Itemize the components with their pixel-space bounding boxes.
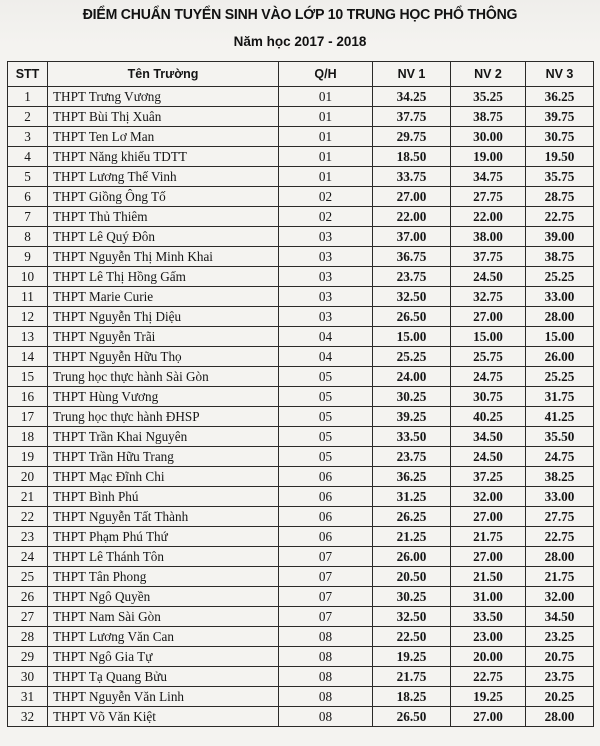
header-nv1: NV 1 (373, 62, 451, 87)
cell-nv1-score: 31.25 (373, 487, 451, 507)
cell-stt: 4 (8, 147, 48, 167)
cell-nv2-score: 15.00 (451, 327, 526, 347)
cell-nv3-score: 34.50 (526, 607, 594, 627)
cell-nv3-score: 27.75 (526, 507, 594, 527)
cell-nv1-score: 18.25 (373, 687, 451, 707)
cell-nv1-score: 18.50 (373, 147, 451, 167)
cell-district: 05 (279, 427, 373, 447)
cell-school-name: THPT Ngô Gia Tự (48, 647, 279, 667)
cell-school-name: THPT Trưng Vương (48, 87, 279, 107)
cell-school-name: THPT Ten Lơ Man (48, 127, 279, 147)
cell-district: 02 (279, 207, 373, 227)
cell-district: 03 (279, 267, 373, 287)
table-row (8, 147, 594, 167)
cell-nv3-score: 28.75 (526, 187, 594, 207)
cell-district: 01 (279, 167, 373, 187)
cell-district: 03 (279, 227, 373, 247)
cell-nv2-score: 20.00 (451, 647, 526, 667)
cell-nv2-score: 22.00 (451, 207, 526, 227)
cell-district: 07 (279, 587, 373, 607)
cell-nv1-score: 22.00 (373, 207, 451, 227)
cell-nv3-score: 39.75 (526, 107, 594, 127)
cell-stt: 21 (8, 487, 48, 507)
cell-nv3-score: 28.00 (526, 307, 594, 327)
table-row (8, 647, 594, 667)
cell-stt: 8 (8, 227, 48, 247)
cell-nv3-score: 39.00 (526, 227, 594, 247)
cell-stt: 10 (8, 267, 48, 287)
table-row (8, 547, 594, 567)
cell-nv1-score: 26.00 (373, 547, 451, 567)
header-district: Q/H (279, 62, 373, 87)
table-row (8, 427, 594, 447)
table-row (8, 267, 594, 287)
cell-stt: 13 (8, 327, 48, 347)
cell-district: 05 (279, 367, 373, 387)
cell-nv3-score: 31.75 (526, 387, 594, 407)
table-row (8, 667, 594, 687)
cell-school-name: THPT Trần Khai Nguyên (48, 427, 279, 447)
cell-nv2-score: 30.00 (451, 127, 526, 147)
cell-nv3-score: 20.75 (526, 647, 594, 667)
cell-stt: 11 (8, 287, 48, 307)
cell-nv2-score: 37.25 (451, 467, 526, 487)
cell-nv3-score: 23.75 (526, 667, 594, 687)
cell-school-name: THPT Bình Phú (48, 487, 279, 507)
cell-nv2-score: 24.50 (451, 267, 526, 287)
cell-nv1-score: 20.50 (373, 567, 451, 587)
cell-district: 01 (279, 87, 373, 107)
cell-nv1-score: 19.25 (373, 647, 451, 667)
cell-district: 05 (279, 447, 373, 467)
cell-district: 06 (279, 507, 373, 527)
header-nv3: NV 3 (526, 62, 594, 87)
table-row (8, 167, 594, 187)
table-row (8, 87, 594, 107)
cell-nv2-score: 37.75 (451, 247, 526, 267)
table-row (8, 347, 594, 367)
table-row (8, 467, 594, 487)
cell-district: 08 (279, 687, 373, 707)
cell-nv1-score: 21.75 (373, 667, 451, 687)
admission-scores-table (7, 61, 594, 727)
cell-district: 06 (279, 487, 373, 507)
cell-stt: 9 (8, 247, 48, 267)
cell-stt: 27 (8, 607, 48, 627)
cell-nv2-score: 19.00 (451, 147, 526, 167)
cell-stt: 18 (8, 427, 48, 447)
cell-stt: 25 (8, 567, 48, 587)
cell-stt: 3 (8, 127, 48, 147)
header-stt: STT (8, 62, 48, 87)
cell-stt: 16 (8, 387, 48, 407)
table-row (8, 227, 594, 247)
header-school-name: Tên Trường (48, 62, 279, 87)
cell-district: 08 (279, 707, 373, 727)
cell-school-name: THPT Mạc Đĩnh Chi (48, 467, 279, 487)
cell-nv2-score: 33.50 (451, 607, 526, 627)
table-row (8, 707, 594, 727)
cell-school-name: THPT Lê Thánh Tôn (48, 547, 279, 567)
cell-nv1-score: 36.75 (373, 247, 451, 267)
cell-nv3-score: 30.75 (526, 127, 594, 147)
cell-stt: 23 (8, 527, 48, 547)
cell-district: 01 (279, 107, 373, 127)
cell-nv2-score: 27.00 (451, 307, 526, 327)
cell-stt: 2 (8, 107, 48, 127)
cell-nv3-score: 35.50 (526, 427, 594, 447)
cell-nv3-score: 24.75 (526, 447, 594, 467)
cell-district: 06 (279, 467, 373, 487)
table-row (8, 567, 594, 587)
cell-nv2-score: 25.75 (451, 347, 526, 367)
cell-school-name: THPT Nguyễn Thị Minh Khai (48, 247, 279, 267)
cell-school-name: THPT Lương Thế Vinh (48, 167, 279, 187)
cell-school-name: THPT Hùng Vương (48, 387, 279, 407)
cell-stt: 29 (8, 647, 48, 667)
cell-nv1-score: 24.00 (373, 367, 451, 387)
cell-nv2-score: 38.00 (451, 227, 526, 247)
cell-district: 07 (279, 567, 373, 587)
cell-nv2-score: 30.75 (451, 387, 526, 407)
cell-nv3-score: 41.25 (526, 407, 594, 427)
cell-school-name: THPT Giồng Ông Tố (48, 187, 279, 207)
cell-nv1-score: 22.50 (373, 627, 451, 647)
table-row (8, 687, 594, 707)
table-row (8, 607, 594, 627)
cell-district: 06 (279, 527, 373, 547)
cell-nv1-score: 30.25 (373, 387, 451, 407)
table-header-row (8, 62, 594, 87)
cell-nv3-score: 25.25 (526, 367, 594, 387)
cell-nv1-score: 23.75 (373, 447, 451, 467)
cell-school-name: THPT Nguyễn Văn Linh (48, 687, 279, 707)
cell-nv2-score: 24.50 (451, 447, 526, 467)
cell-school-name: THPT Trần Hữu Trang (48, 447, 279, 467)
cell-nv2-score: 32.00 (451, 487, 526, 507)
cell-district: 08 (279, 627, 373, 647)
cell-stt: 28 (8, 627, 48, 647)
cell-nv3-score: 20.25 (526, 687, 594, 707)
cell-nv1-score: 26.25 (373, 507, 451, 527)
table-row (8, 187, 594, 207)
cell-school-name: THPT Tạ Quang Bửu (48, 667, 279, 687)
cell-school-name: THPT Lê Quý Đôn (48, 227, 279, 247)
cell-school-name: THPT Võ Văn Kiệt (48, 707, 279, 727)
table-row (8, 387, 594, 407)
table-row (8, 527, 594, 547)
cell-nv2-score: 27.00 (451, 507, 526, 527)
table-row (8, 107, 594, 127)
cell-nv2-score: 35.25 (451, 87, 526, 107)
cell-nv1-score: 36.25 (373, 467, 451, 487)
cell-nv1-score: 32.50 (373, 607, 451, 627)
cell-school-name: THPT Nam Sài Gòn (48, 607, 279, 627)
cell-nv1-score: 23.75 (373, 267, 451, 287)
cell-nv1-score: 39.25 (373, 407, 451, 427)
cell-stt: 19 (8, 447, 48, 467)
table-row (8, 627, 594, 647)
cell-nv3-score: 22.75 (526, 207, 594, 227)
cell-nv2-score: 21.50 (451, 567, 526, 587)
cell-nv2-score: 34.50 (451, 427, 526, 447)
cell-school-name: THPT Thủ Thiêm (48, 207, 279, 227)
cell-stt: 12 (8, 307, 48, 327)
cell-nv3-score: 38.75 (526, 247, 594, 267)
cell-district: 02 (279, 187, 373, 207)
cell-district: 07 (279, 547, 373, 567)
cell-nv3-score: 19.50 (526, 147, 594, 167)
cell-stt: 5 (8, 167, 48, 187)
table-row (8, 307, 594, 327)
cell-nv2-score: 22.75 (451, 667, 526, 687)
cell-district: 04 (279, 347, 373, 367)
cell-nv1-score: 27.00 (373, 187, 451, 207)
cell-nv3-score: 33.00 (526, 287, 594, 307)
cell-nv3-score: 35.75 (526, 167, 594, 187)
cell-district: 03 (279, 247, 373, 267)
header-nv2: NV 2 (451, 62, 526, 87)
cell-nv2-score: 38.75 (451, 107, 526, 127)
cell-nv1-score: 37.00 (373, 227, 451, 247)
cell-nv1-score: 32.50 (373, 287, 451, 307)
cell-nv3-score: 28.00 (526, 547, 594, 567)
table-row (8, 287, 594, 307)
cell-nv3-score: 23.25 (526, 627, 594, 647)
cell-stt: 17 (8, 407, 48, 427)
table-row (8, 127, 594, 147)
cell-district: 08 (279, 667, 373, 687)
table-row (8, 587, 594, 607)
cell-school-name: THPT Nguyễn Trãi (48, 327, 279, 347)
table-row (8, 207, 594, 227)
cell-nv3-score: 36.25 (526, 87, 594, 107)
cell-school-name: THPT Phạm Phú Thứ (48, 527, 279, 547)
table-row (8, 447, 594, 467)
cell-school-name: THPT Lê Thị Hồng Gấm (48, 267, 279, 287)
cell-nv1-score: 25.25 (373, 347, 451, 367)
cell-stt: 30 (8, 667, 48, 687)
cell-nv3-score: 22.75 (526, 527, 594, 547)
cell-school-name: THPT Nguyễn Hữu Thọ (48, 347, 279, 367)
table-row (8, 327, 594, 347)
table-row (8, 507, 594, 527)
cell-stt: 24 (8, 547, 48, 567)
cell-school-name: THPT Nguyễn Tất Thành (48, 507, 279, 527)
table-body (8, 87, 594, 727)
table-row (8, 247, 594, 267)
cell-nv3-score: 15.00 (526, 327, 594, 347)
cell-nv3-score: 21.75 (526, 567, 594, 587)
cell-stt: 1 (8, 87, 48, 107)
page-title: ĐIỂM CHUẨN TUYỂN SINH VÀO LỚP 10 TRUNG HỌC PHỔ THÔNG (82, 7, 518, 23)
cell-school-name: Trung học thực hành Sài Gòn (48, 367, 279, 387)
cell-nv2-score: 27.00 (451, 707, 526, 727)
cell-nv3-score: 25.25 (526, 267, 594, 287)
page-subtitle: Năm học 2017 - 2018 (233, 34, 367, 49)
cell-stt: 22 (8, 507, 48, 527)
cell-district: 07 (279, 607, 373, 627)
cell-stt: 26 (8, 587, 48, 607)
cell-school-name: THPT Năng khiếu TDTT (48, 147, 279, 167)
cell-school-name: THPT Bùi Thị Xuân (48, 107, 279, 127)
cell-school-name: THPT Lương Văn Can (48, 627, 279, 647)
cell-nv1-score: 26.50 (373, 707, 451, 727)
cell-school-name: THPT Nguyễn Thị Diệu (48, 307, 279, 327)
cell-nv2-score: 32.75 (451, 287, 526, 307)
cell-nv2-score: 34.75 (451, 167, 526, 187)
cell-stt: 15 (8, 367, 48, 387)
cell-stt: 31 (8, 687, 48, 707)
cell-district: 04 (279, 327, 373, 347)
cell-nv1-score: 34.25 (373, 87, 451, 107)
cell-nv2-score: 23.00 (451, 627, 526, 647)
cell-school-name: THPT Ngô Quyền (48, 587, 279, 607)
cell-nv2-score: 40.25 (451, 407, 526, 427)
cell-stt: 20 (8, 467, 48, 487)
cell-nv3-score: 38.25 (526, 467, 594, 487)
cell-nv2-score: 27.00 (451, 547, 526, 567)
cell-school-name: THPT Marie Curie (48, 287, 279, 307)
cell-school-name: Trung học thực hành ĐHSP (48, 407, 279, 427)
cell-nv1-score: 30.25 (373, 587, 451, 607)
cell-nv2-score: 27.75 (451, 187, 526, 207)
cell-nv1-score: 21.25 (373, 527, 451, 547)
cell-nv1-score: 15.00 (373, 327, 451, 347)
table-row (8, 367, 594, 387)
cell-stt: 6 (8, 187, 48, 207)
cell-nv1-score: 33.75 (373, 167, 451, 187)
cell-stt: 7 (8, 207, 48, 227)
cell-nv3-score: 28.00 (526, 707, 594, 727)
cell-school-name: THPT Tân Phong (48, 567, 279, 587)
cell-nv2-score: 31.00 (451, 587, 526, 607)
cell-district: 05 (279, 407, 373, 427)
cell-district: 05 (279, 387, 373, 407)
cell-nv1-score: 29.75 (373, 127, 451, 147)
cell-nv2-score: 24.75 (451, 367, 526, 387)
cell-nv3-score: 26.00 (526, 347, 594, 367)
cell-district: 01 (279, 127, 373, 147)
cell-nv1-score: 37.75 (373, 107, 451, 127)
table-row (8, 407, 594, 427)
cell-district: 01 (279, 147, 373, 167)
cell-nv2-score: 19.25 (451, 687, 526, 707)
cell-stt: 14 (8, 347, 48, 367)
cell-district: 03 (279, 307, 373, 327)
table-row (8, 487, 594, 507)
cell-nv2-score: 21.75 (451, 527, 526, 547)
cell-nv1-score: 33.50 (373, 427, 451, 447)
cell-nv1-score: 26.50 (373, 307, 451, 327)
cell-nv3-score: 32.00 (526, 587, 594, 607)
cell-district: 08 (279, 647, 373, 667)
cell-nv3-score: 33.00 (526, 487, 594, 507)
cell-stt: 32 (8, 707, 48, 727)
cell-district: 03 (279, 287, 373, 307)
